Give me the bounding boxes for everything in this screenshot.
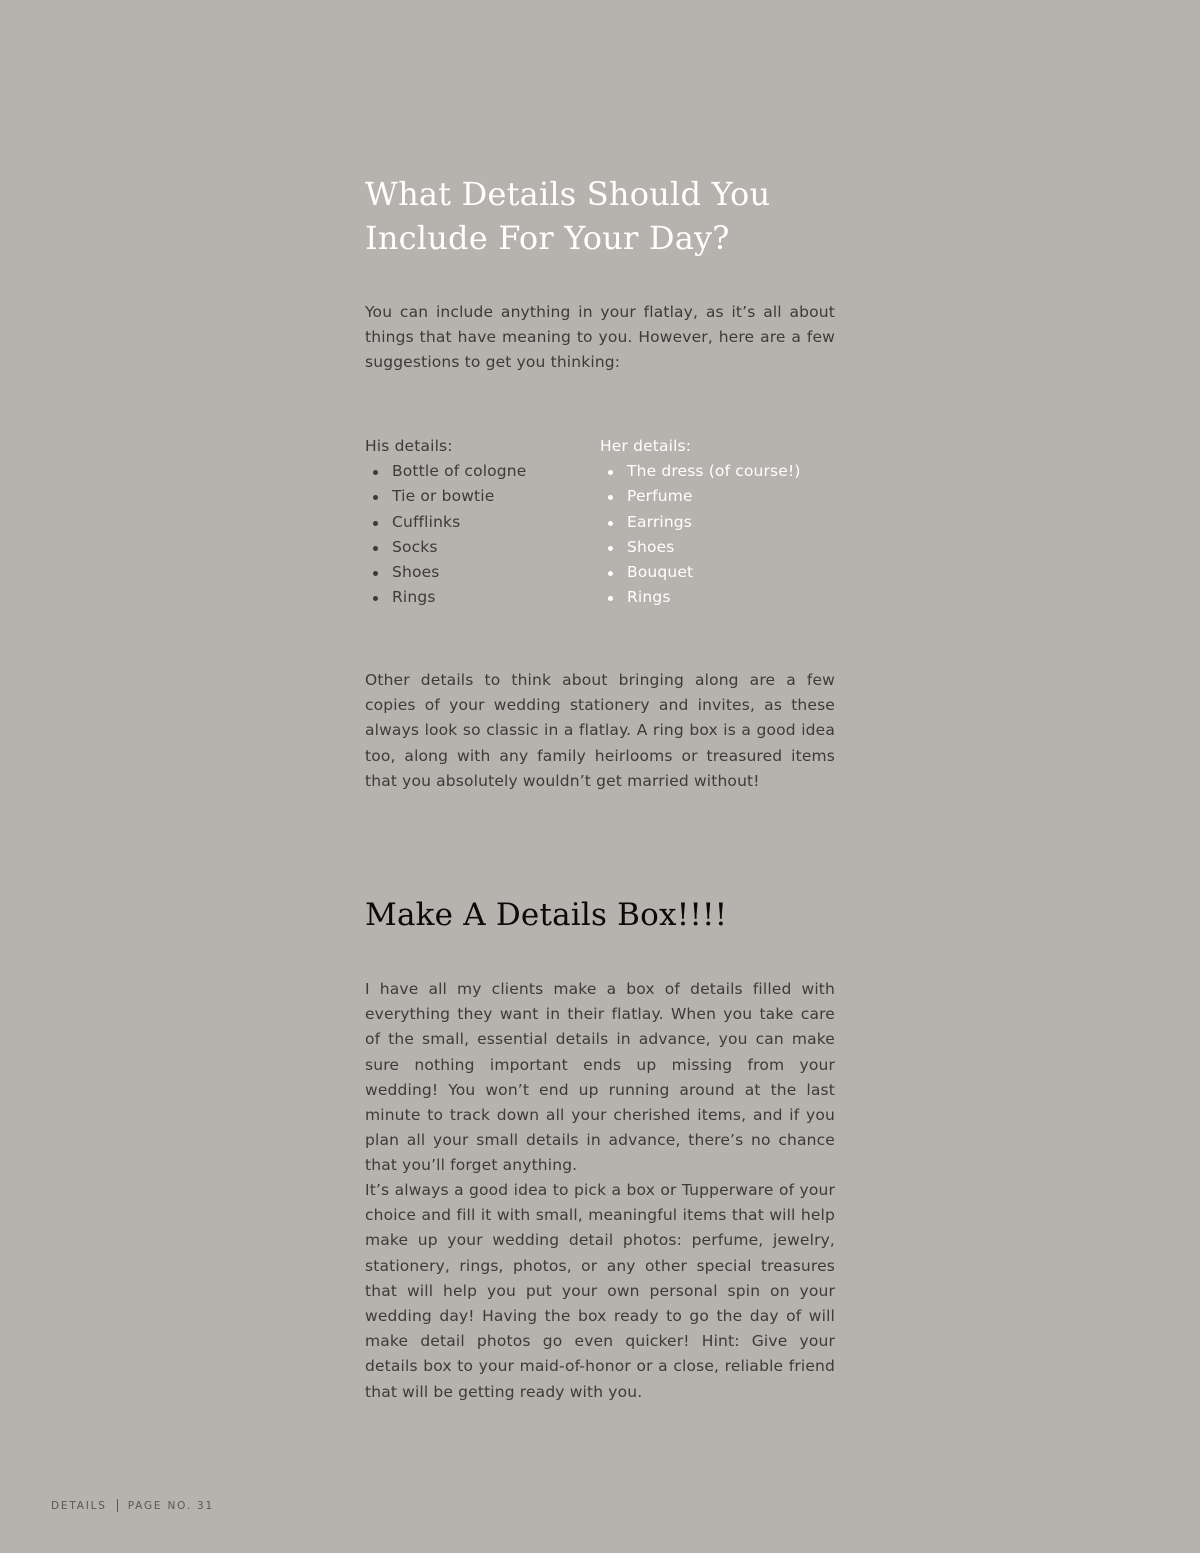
intro-paragraph: You can include anything in your flatlay, as it’s all about things that have meaning to you. However, here are a few suggestions to get you thinking: bbox=[365, 303, 835, 372]
footer-section-label: DETAILS bbox=[51, 1499, 107, 1512]
list-item: Earrings bbox=[600, 510, 835, 535]
section-title-details bbox=[365, 172, 885, 260]
his-details-heading: His details: bbox=[365, 437, 453, 455]
list-item: Socks bbox=[365, 535, 600, 560]
her-details-column bbox=[600, 434, 835, 610]
list-item: Shoes bbox=[365, 560, 600, 585]
list-item: Rings bbox=[365, 585, 600, 610]
list-item: Bouquet bbox=[600, 560, 835, 585]
her-details-heading: Her details: bbox=[600, 437, 692, 455]
her-details-list bbox=[600, 459, 835, 610]
page-footer bbox=[51, 1499, 214, 1512]
list-item: The dress (of course!) bbox=[600, 459, 835, 484]
list-item: Bottle of cologne bbox=[365, 459, 600, 484]
footer-page-number: PAGE NO. 31 bbox=[127, 1499, 215, 1512]
list-item: Cufflinks bbox=[365, 510, 600, 535]
his-details-column bbox=[365, 434, 600, 610]
list-item: Rings bbox=[600, 585, 835, 610]
section-title-details-box: Make A Details Box!!!! bbox=[365, 897, 728, 933]
other-details-paragraph: Other details to think about bringing along are a few copies of your wedding stationery and invites, as these always look so classic in a flatlay. A ring box is a good idea too, along with any family heirlooms or treasured items that you absolutely wouldn’t get married without! bbox=[365, 671, 835, 790]
title-line-1: What Details Should You bbox=[365, 175, 771, 213]
footer-divider bbox=[117, 1499, 118, 1512]
list-item: Tie or bowtie bbox=[365, 484, 600, 509]
his-details-list bbox=[365, 459, 600, 610]
title-line-2: Include For Your Day? bbox=[365, 219, 730, 257]
list-item: Perfume bbox=[600, 484, 835, 509]
details-box-paragraph-1: I have all my clients make a box of details filled with everything they want in their flatlay. When you take care of the small, essential details in advance, you can make sure nothing important ends up missing from your wedding! You won’t end up running around at the last minute to track down all your cherished items, and if you plan all your small details in advance, there’s no chance that you’ll forget anything. bbox=[365, 980, 835, 1175]
list-item: Shoes bbox=[600, 535, 835, 560]
details-box-paragraph-2: It’s always a good idea to pick a box or Tupperware of your choice and fill it with small, meaningful items that will help make up your wedding detail photos: perfume, jewelry, stationery, rings, photos, or any other special treasures that will help you put your own personal spin on your wedding day! Having the box ready to go the day of will make detail photos go even quicker! Hint: Give your details box to your maid-of-honor or a close, reliable friend that will be getting ready with you. bbox=[365, 1181, 835, 1401]
